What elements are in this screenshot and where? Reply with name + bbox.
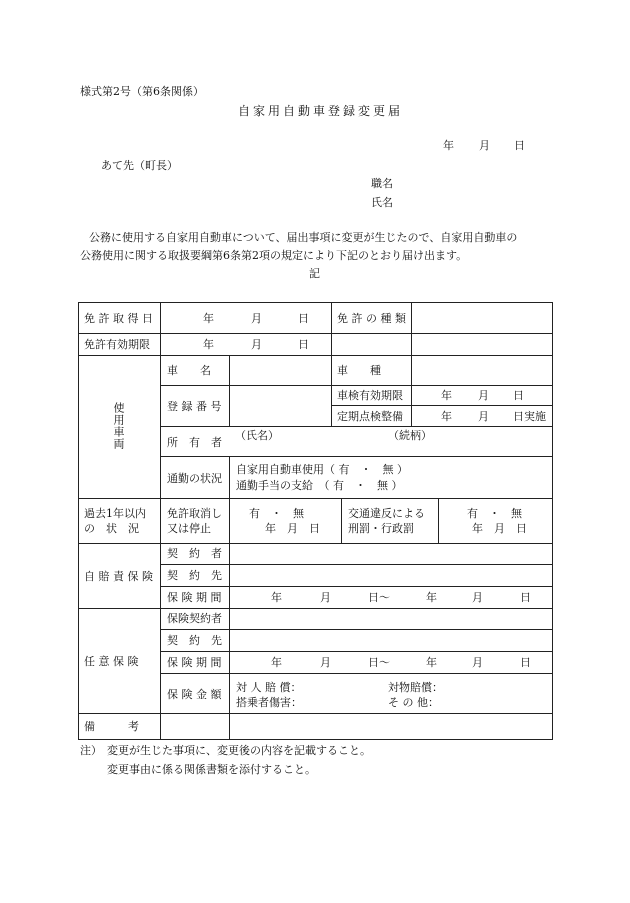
post-label: 職名 bbox=[371, 177, 393, 190]
license-type-label: 免 許 の 種 類 bbox=[337, 312, 406, 325]
jb-from-year: 年 bbox=[271, 591, 282, 604]
ni-from-day: 日〜 bbox=[368, 656, 390, 669]
remarks-label: 備 考 bbox=[84, 720, 139, 733]
license-date-label: 免 許 取 得 日 bbox=[84, 312, 153, 325]
ni-to-month: 月 bbox=[472, 656, 483, 669]
violation-yes-no: 有 ・ 無 bbox=[467, 507, 522, 520]
jibaiseki-contract-with: 契 約 先 bbox=[167, 569, 222, 582]
reg-no-label: 登 録 番 号 bbox=[167, 400, 222, 413]
nini-contract-with: 契 約 先 bbox=[167, 634, 222, 647]
jb-to-month: 月 bbox=[472, 591, 483, 604]
jibaiseki-period-label: 保 険 期 間 bbox=[167, 591, 222, 604]
car-name-label: 車 名 bbox=[167, 364, 211, 377]
license-valid-year: 年 bbox=[203, 338, 214, 351]
revoke-label-1: 免許取消し bbox=[167, 507, 222, 520]
relation-label: （続柄） bbox=[388, 429, 432, 442]
violation-label-2: 刑罰・行政罰 bbox=[348, 522, 414, 535]
other-label: そ の 他： bbox=[388, 696, 439, 709]
license-valid-day: 日 bbox=[298, 338, 309, 351]
jb-to-year: 年 bbox=[426, 591, 437, 604]
violation-date: 年 月 日 bbox=[472, 522, 527, 535]
ni-from-month: 月 bbox=[320, 656, 331, 669]
nini-label: 任 意 保 険 bbox=[84, 655, 139, 668]
personal-label: 対 人 賠 償： bbox=[236, 681, 302, 694]
body-line-1: 公務に使用する自家用自動車について、届出事項に変更が生じたので、自家用自動車の bbox=[89, 231, 518, 244]
periodic-label: 定期点検整備 bbox=[337, 410, 403, 423]
name-label: 氏名 bbox=[371, 196, 393, 209]
past-label-1: 過去1年以内 bbox=[84, 507, 146, 520]
ni-to-day: 日 bbox=[520, 656, 531, 669]
property-label: 対物賠償： bbox=[388, 681, 443, 694]
license-date-month: 月 bbox=[251, 312, 262, 325]
periodic-year: 年 bbox=[441, 410, 452, 423]
page-title: 自家用自動車登録変更届 bbox=[238, 104, 404, 118]
ki-label: 記 bbox=[309, 267, 320, 280]
ins-amount-label: 保 険 金 額 bbox=[167, 688, 222, 701]
revoke-label-2: 又は停止 bbox=[167, 522, 211, 535]
ni-from-year: 年 bbox=[271, 656, 282, 669]
nini-period-label: 保 険 期 間 bbox=[167, 656, 222, 669]
car-type-label: 車 種 bbox=[337, 364, 381, 377]
jb-from-month: 月 bbox=[320, 591, 331, 604]
inspection-month: 月 bbox=[478, 389, 489, 402]
commute-label: 通勤の状況 bbox=[167, 472, 222, 485]
notes-label: 注） bbox=[80, 744, 102, 757]
inspection-year: 年 bbox=[441, 389, 452, 402]
commute-line-2: 通勤手当の支給 （ 有 ・ 無 ） bbox=[236, 479, 403, 492]
jibaiseki-label: 自 賠 責 保 険 bbox=[84, 570, 153, 583]
license-valid-month: 月 bbox=[251, 338, 262, 351]
inspection-day: 日 bbox=[513, 389, 524, 402]
policy-holder-label: 保険契約者 bbox=[167, 612, 222, 625]
body-line-2: 公務使用に関する取扱要綱第6条第2項の規定により下記のとおり届け出ます。 bbox=[80, 249, 468, 262]
commute-line-1: 自家用自動車使用（ 有 ・ 無 ） bbox=[236, 463, 408, 476]
ni-to-year: 年 bbox=[426, 656, 437, 669]
passenger-label: 搭乗者傷害： bbox=[236, 696, 302, 709]
addressee: あて先（町長） bbox=[101, 159, 178, 172]
date-month: 月 bbox=[479, 139, 490, 152]
jb-from-day: 日〜 bbox=[368, 591, 390, 604]
date-year: 年 bbox=[443, 139, 454, 152]
jb-to-day: 日 bbox=[520, 591, 531, 604]
revoke-yes-no: 有 ・ 無 bbox=[249, 507, 304, 520]
periodic-month: 月 bbox=[478, 410, 489, 423]
jibaiseki-contractor: 契 約 者 bbox=[167, 547, 222, 560]
note-line-1: 変更が生じた事項に、変更後の内容を記載すること。 bbox=[107, 744, 371, 757]
note-line-2: 変更事由に係る関係書類を添付すること。 bbox=[107, 763, 316, 776]
owner-label: 所 有 者 bbox=[167, 436, 222, 449]
owner-name-label: （氏名） bbox=[235, 429, 279, 442]
inspection-valid-label: 車検有効期限 bbox=[337, 389, 403, 402]
license-date-day: 日 bbox=[298, 312, 309, 325]
violation-label-1: 交通違反による bbox=[348, 507, 425, 520]
license-valid-label: 免許有効期限 bbox=[84, 338, 150, 351]
date-day: 日 bbox=[514, 139, 525, 152]
revoke-date: 年 月 日 bbox=[265, 522, 320, 535]
vehicle-group-label: 使用車両 bbox=[112, 402, 125, 450]
periodic-done: 日実施 bbox=[513, 410, 546, 423]
form-number: 様式第2号（第6条関係） bbox=[80, 85, 204, 98]
past-label-2: の 状 況 bbox=[84, 522, 139, 535]
license-date-year: 年 bbox=[203, 312, 214, 325]
